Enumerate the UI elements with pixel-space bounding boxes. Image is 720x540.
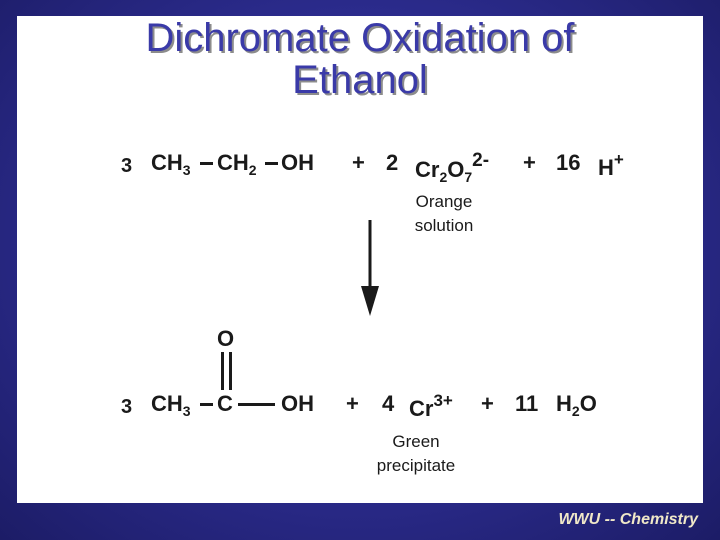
double-bond	[221, 352, 224, 390]
ethanol-ch2: $CH_2$	[217, 150, 257, 178]
single-bond	[200, 162, 213, 165]
double-bond	[229, 352, 232, 390]
acid-ch3: $CH_3$	[151, 391, 191, 419]
acid-oh: OH	[281, 391, 314, 416]
dichromate-formula: $Cr_2O_72-$	[415, 150, 490, 185]
plus-sign: +	[346, 391, 359, 416]
ethanol-coefficient: 3	[121, 155, 133, 177]
carbonyl-carbon: C	[217, 391, 233, 416]
hydrogen-ion-coefficient: 16	[556, 150, 581, 175]
water-coefficient: 11	[515, 391, 539, 416]
note-green-precipitate: Green precipitate	[376, 432, 456, 475]
chromium-coefficient: 4	[382, 391, 395, 416]
title-line-2: Ethanol	[292, 58, 428, 102]
dichromate-coefficient: 2	[386, 150, 399, 175]
chromium-ion: $Cr^{3+}$	[409, 391, 453, 421]
plus-sign: +	[352, 150, 365, 175]
ethanol-ch3: $CH_3$	[151, 150, 191, 178]
single-bond	[200, 403, 213, 406]
reaction-arrow	[355, 220, 385, 318]
single-bond	[265, 162, 278, 165]
carbonyl-oxygen: O	[217, 326, 235, 351]
footer-credit: WWU -- Chemistry	[558, 511, 698, 528]
note-orange-solution: Orange solution	[414, 192, 474, 235]
water: $H_2O$	[556, 391, 597, 419]
plus-sign: +	[481, 391, 494, 416]
single-bond	[238, 403, 275, 406]
title-line-1: Dichromate Oxidation of	[145, 16, 575, 60]
hydrogen-ion: H+	[598, 150, 624, 180]
slide-title	[0, 18, 720, 100]
ethanol-oh: OH	[281, 150, 314, 175]
plus-sign: +	[523, 150, 536, 175]
acid-coefficient: 3	[121, 396, 133, 418]
